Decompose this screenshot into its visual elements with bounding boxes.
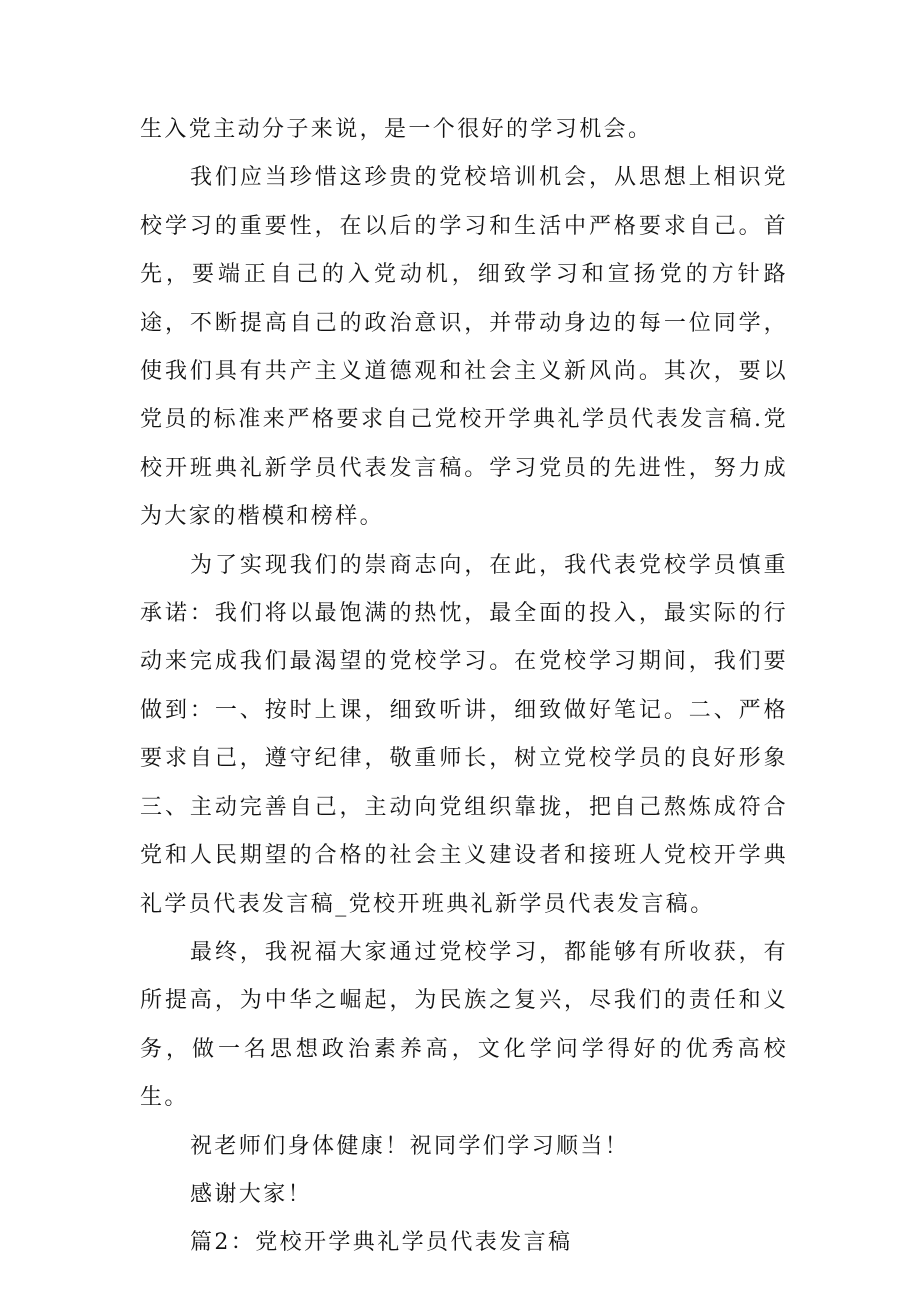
paragraph-blessing: 最终，我祝福大家通过党校学习，都能够有所收获，有所提高，为中华之崛起，为民族之复兴，尽我们的责任和义务，做一名思想政治素养高，文化学问学得好的优秀高校生。 <box>140 939 788 1111</box>
section-heading: 篇2：党校开学典礼学员代表发言稿 <box>190 1230 573 1256</box>
paragraph-cherish-opportunity: 我们应当珍惜这珍贵的党校培训机会，从思想上相识党校学习的重要性，在以后的学习和生活中严格要求自己。首先，要端正自己的入党动机，细致学习和宣扬党的方针路途，不断提高自己的政治意识，并带动身边的每一位同学，使我们具有共产主义道德观和社会主义新风尚。其次，要以党员的标准来严格要求自己党校开学典礼学员代表发言稿.党校开班典礼新学员代表发言稿。学习党员的先进性，努力成为大家的楷模和榜样。 <box>140 165 788 530</box>
paragraph-continuation: 生入党主动分子来说，是一个很好的学习机会。 <box>140 117 653 142</box>
document-page <box>140 106 788 1268</box>
paragraph-promise: 为了实现我们的崇商志向，在此，我代表党校学员慎重承诺：我们将以最饱满的热忱，最全面的投入，最实际的行动来完成我们最渴望的党校学习。在党校学习期间，我们要做到：一、按时上课，细致听讲，细致做好笔记。二、严格要求自己，遵守纪律，敬重师长，树立党校学员的良好形象三、主动完善自己，主动向党组织靠拢，把自己熬炼成符合党和人民期望的合格的社会主义建设者和接班人党校开学典礼学员代表发言稿_党校开班典礼新学员代表发言稿。 <box>140 552 788 917</box>
paragraph-thanks: 感谢大家！ <box>190 1181 313 1207</box>
paragraph-wishes: 祝老师们身体健康！祝同学们学习顺当！ <box>190 1133 630 1159</box>
